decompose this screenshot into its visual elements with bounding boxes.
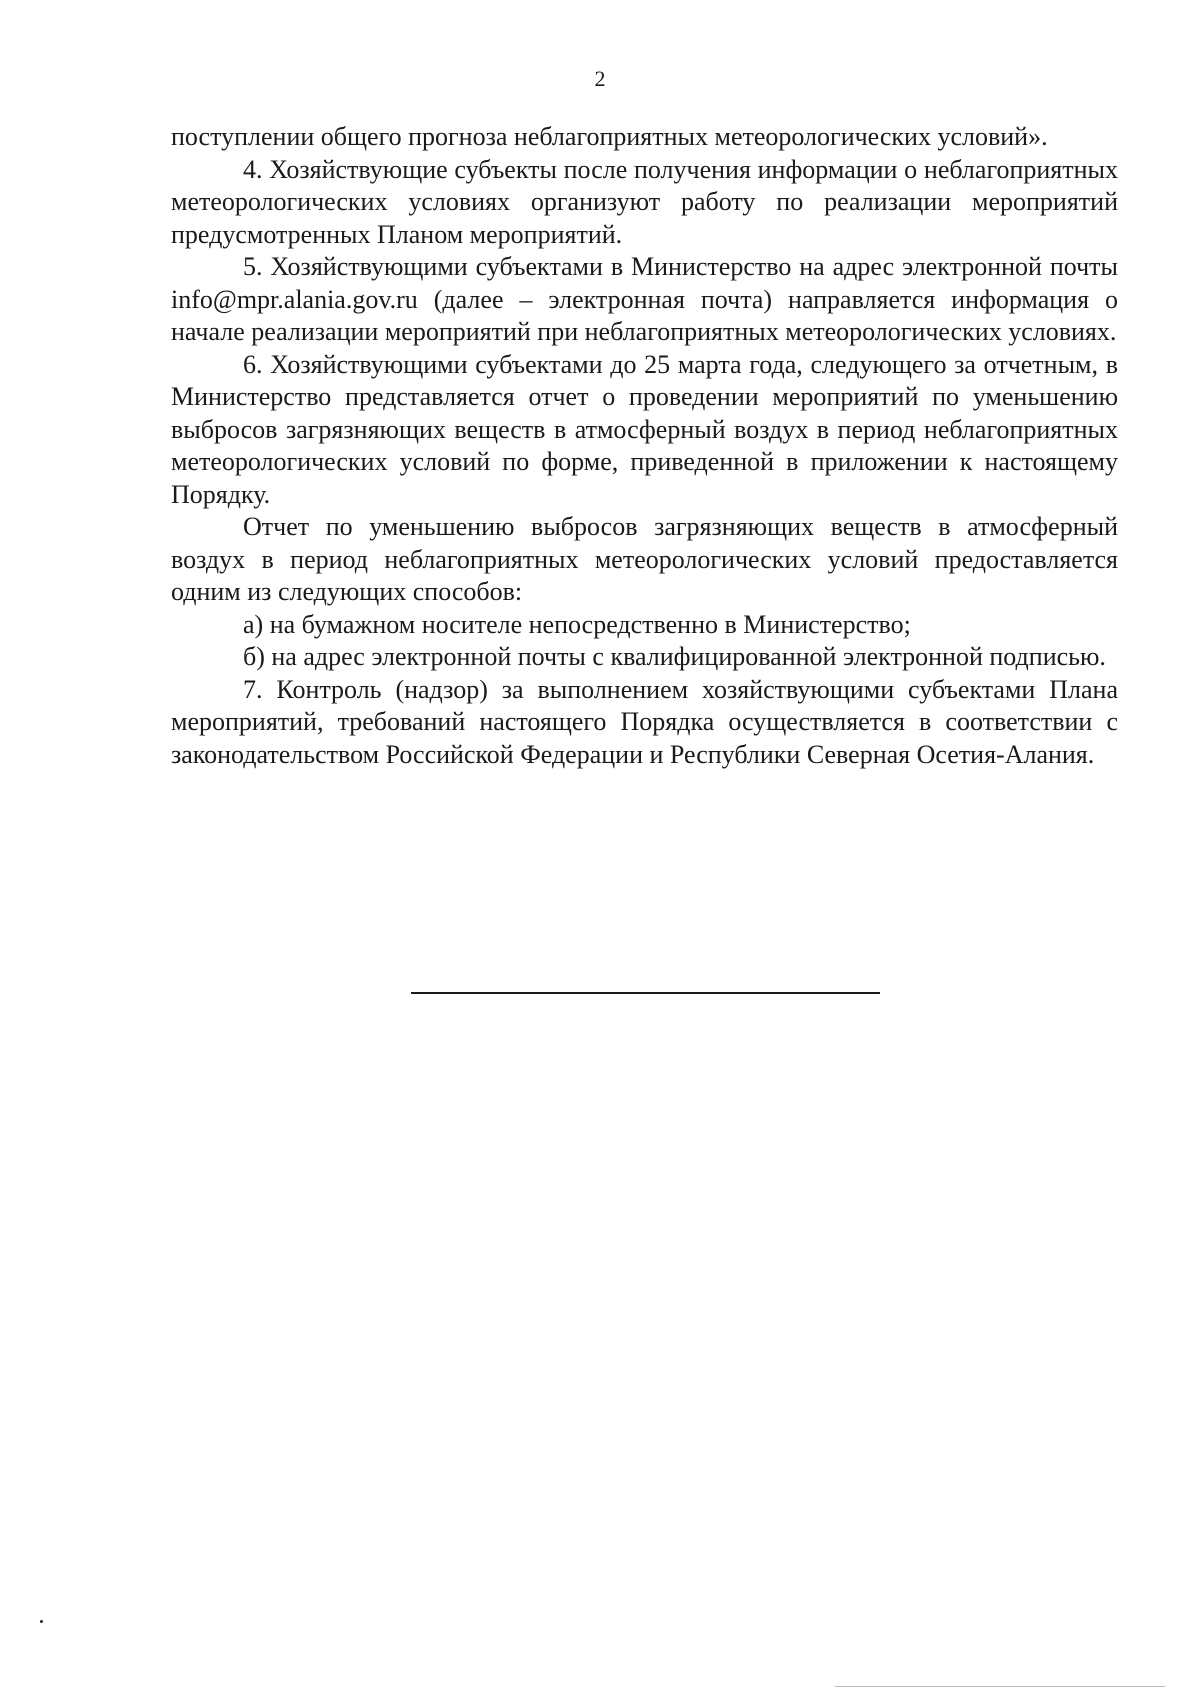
paragraph-item-4: 4. Хозяйствующие субъекты после получения информации о неблагоприятных метеорологических условиях организуют работу по реализации мероприятий предусмотренных Планом мероприятий. <box>171 154 1118 249</box>
document-body <box>171 121 1118 771</box>
scan-artifact-dot <box>40 1620 43 1623</box>
paragraph-item-6: 6. Хозяйствующими субъектами до 25 марта года, следующего за отчетным, в Министерство представляется отчет о проведении мероприятий по уменьшению выбросов загрязняющих веществ в атмосферный воздух в период неблагоприятных метеорологических условий по форме, приведенной в приложении к настоящему Порядку. <box>171 349 1118 509</box>
paragraph-item-5: 5. Хозяйствующими субъектами в Министерство на адрес электронной почты info@mpr.alania.gov.ru (далее – электронная почта) направляется информация о начале реализации мероприятий при неблагоприятных метеорологических условиях. <box>171 252 1118 346</box>
paragraph-method-b: б) на адрес электронной почты с квалифицированной электронной подписью. <box>243 642 1106 671</box>
paragraph-method-a: а) на бумажном носителе непосредственно в Министерство; <box>243 609 911 639</box>
paragraph-continuation: поступлении общего прогноза неблагоприятных метеорологических условий». <box>171 122 1048 151</box>
end-of-document-rule <box>411 992 880 994</box>
paragraph-report-methods: Отчет по уменьшению выбросов загрязняющих веществ в атмосферный воздух в период неблагоприятных метеорологических условий предоставляется одним из следующих способов: <box>171 512 1118 606</box>
page-number: 2 <box>594 66 606 91</box>
scan-artifact-edge <box>835 1686 1165 1687</box>
paragraph-item-7: 7. Контроль (надзор) за выполнением хозяйствующими субъектами Плана мероприятий, требований настоящего Порядка осуществляется в соответствии с законодательством Российской Федерации и Республики Северная Осетия-Алания. <box>171 674 1118 769</box>
